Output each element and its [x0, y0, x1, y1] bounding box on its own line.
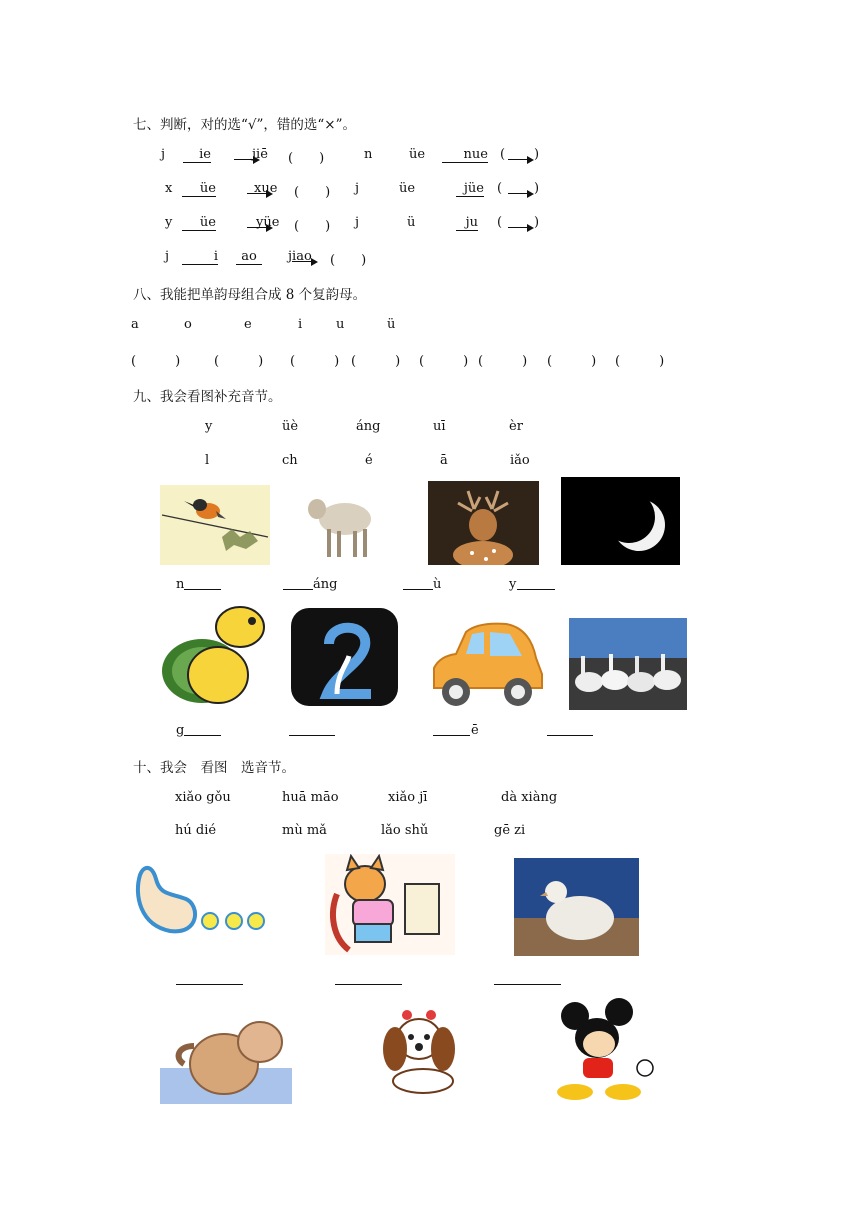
initial: j — [355, 181, 360, 196]
syllable-option: ā — [440, 453, 448, 468]
mickey-mouse-image — [545, 998, 665, 1104]
syllable: jüe — [456, 181, 484, 197]
section-10-title: 十、我会 看图 选音节。 — [133, 760, 295, 776]
letter: e — [244, 317, 252, 332]
deer-image — [428, 481, 539, 565]
answer-blank[interactable] — [494, 984, 561, 985]
answer-blank[interactable] — [184, 735, 221, 736]
final: i — [182, 249, 218, 265]
geese-flock-image — [569, 618, 687, 710]
yellow-car-image — [426, 618, 548, 710]
final: üe — [409, 147, 426, 162]
answer-blank[interactable] — [289, 735, 335, 736]
answer-blank[interactable] — [517, 589, 555, 590]
answer-blank[interactable] — [184, 589, 221, 590]
answer-paren[interactable]: ( ) — [547, 354, 597, 369]
answer-blank[interactable] — [176, 984, 243, 985]
syllable-option: xiǎo gǒu — [175, 790, 231, 805]
sheep-image — [301, 485, 381, 565]
bird-on-branch-image — [160, 485, 270, 565]
number-two-swan-image — [287, 604, 402, 710]
initial: n — [364, 147, 373, 162]
blank-prefix: n — [176, 577, 185, 592]
letter: u — [336, 317, 345, 332]
syllable-option: üè — [282, 419, 299, 434]
answer-blank[interactable] — [547, 735, 593, 736]
hen-and-chicks-image — [130, 855, 267, 955]
syllable-option: uī — [433, 419, 446, 434]
syllable: ju — [456, 215, 478, 231]
arrow-icon — [292, 258, 318, 266]
answer-paren[interactable]: ( ) — [351, 354, 401, 369]
initial: j — [355, 215, 360, 230]
final: üe — [182, 215, 216, 231]
blank-prefix: g — [176, 723, 185, 738]
syllable-option: gē zi — [494, 823, 526, 838]
answer-paren[interactable]: ( ) — [294, 219, 331, 234]
final: üe — [399, 181, 416, 196]
arrow-icon — [508, 156, 534, 164]
answer-blank[interactable] — [335, 984, 402, 985]
paren-close: ) — [534, 181, 540, 196]
elephant-image — [160, 1006, 292, 1104]
answer-blank[interactable] — [433, 735, 470, 736]
initial: j — [165, 249, 170, 264]
final: ao — [236, 249, 262, 265]
blank-suffix: ù — [433, 577, 442, 592]
syllable-option: y — [205, 419, 213, 434]
answer-paren[interactable]: ( ) — [615, 354, 665, 369]
syllable-option: é — [365, 453, 373, 468]
cat-cartoon-image — [325, 854, 455, 955]
syllable-option: ch — [282, 453, 298, 468]
letter: a — [131, 317, 139, 332]
initial: x — [165, 181, 173, 196]
letter: ü — [387, 317, 396, 332]
final: ü — [407, 215, 416, 230]
puppy-image — [359, 995, 478, 1104]
syllable: nue — [442, 147, 488, 163]
initial: y — [165, 215, 173, 230]
answer-paren[interactable]: ( ) — [419, 354, 469, 369]
final: ie — [183, 147, 211, 163]
answer-blank[interactable] — [403, 589, 433, 590]
syllable-option: huā māo — [282, 790, 339, 805]
syllable-option: mù mǎ — [282, 823, 327, 838]
letter: o — [184, 317, 192, 332]
answer-blank[interactable] — [283, 589, 313, 590]
syllable-option: iǎo — [510, 453, 530, 468]
answer-paren[interactable]: ( — [500, 147, 506, 162]
syllable: yüe — [256, 215, 280, 230]
dove-image — [514, 858, 639, 956]
turtle-image — [160, 601, 266, 710]
answer-paren[interactable]: ( ) — [478, 354, 528, 369]
answer-paren[interactable]: ( — [497, 181, 503, 196]
answer-paren[interactable]: ( ) — [290, 354, 340, 369]
syllable-option: hú dié — [175, 823, 217, 838]
paren-close: ) — [534, 215, 540, 230]
blank-suffix: áng — [313, 577, 338, 592]
answer-paren[interactable]: ( ) — [288, 151, 325, 166]
section-9-title: 九、我会看图补充音节。 — [133, 389, 282, 405]
syllable-option: èr — [509, 419, 523, 434]
syllable-option: áng — [356, 419, 381, 434]
syllable: jiē — [252, 147, 268, 162]
initial: j — [161, 147, 166, 162]
section-7-title: 七、判断，对的选“√”，错的选“×”。 — [133, 117, 357, 133]
answer-paren[interactable]: ( ) — [330, 253, 367, 268]
syllable-option: dà xiàng — [501, 790, 558, 805]
syllable-option: lǎo shǔ — [381, 823, 429, 838]
syllable-option: l — [205, 453, 210, 468]
section-8-title: 八、我能把单韵母组合成 8 个复韵母。 — [133, 287, 367, 303]
answer-paren[interactable]: ( ) — [294, 185, 331, 200]
blank-prefix: y — [509, 577, 517, 592]
syllable-option: xiǎo jī — [388, 790, 428, 805]
letter: i — [298, 317, 303, 332]
arrow-icon — [508, 224, 534, 232]
syllable: xue — [254, 181, 278, 196]
paren-close: ) — [534, 147, 540, 162]
answer-paren[interactable]: ( ) — [214, 354, 264, 369]
answer-paren[interactable]: ( ) — [131, 354, 181, 369]
answer-paren[interactable]: ( — [497, 215, 503, 230]
final: üe — [182, 181, 216, 197]
blank-suffix: ē — [471, 723, 479, 738]
syllable: jiao — [288, 249, 312, 264]
crescent-moon-image — [561, 477, 680, 565]
arrow-icon — [508, 190, 534, 198]
